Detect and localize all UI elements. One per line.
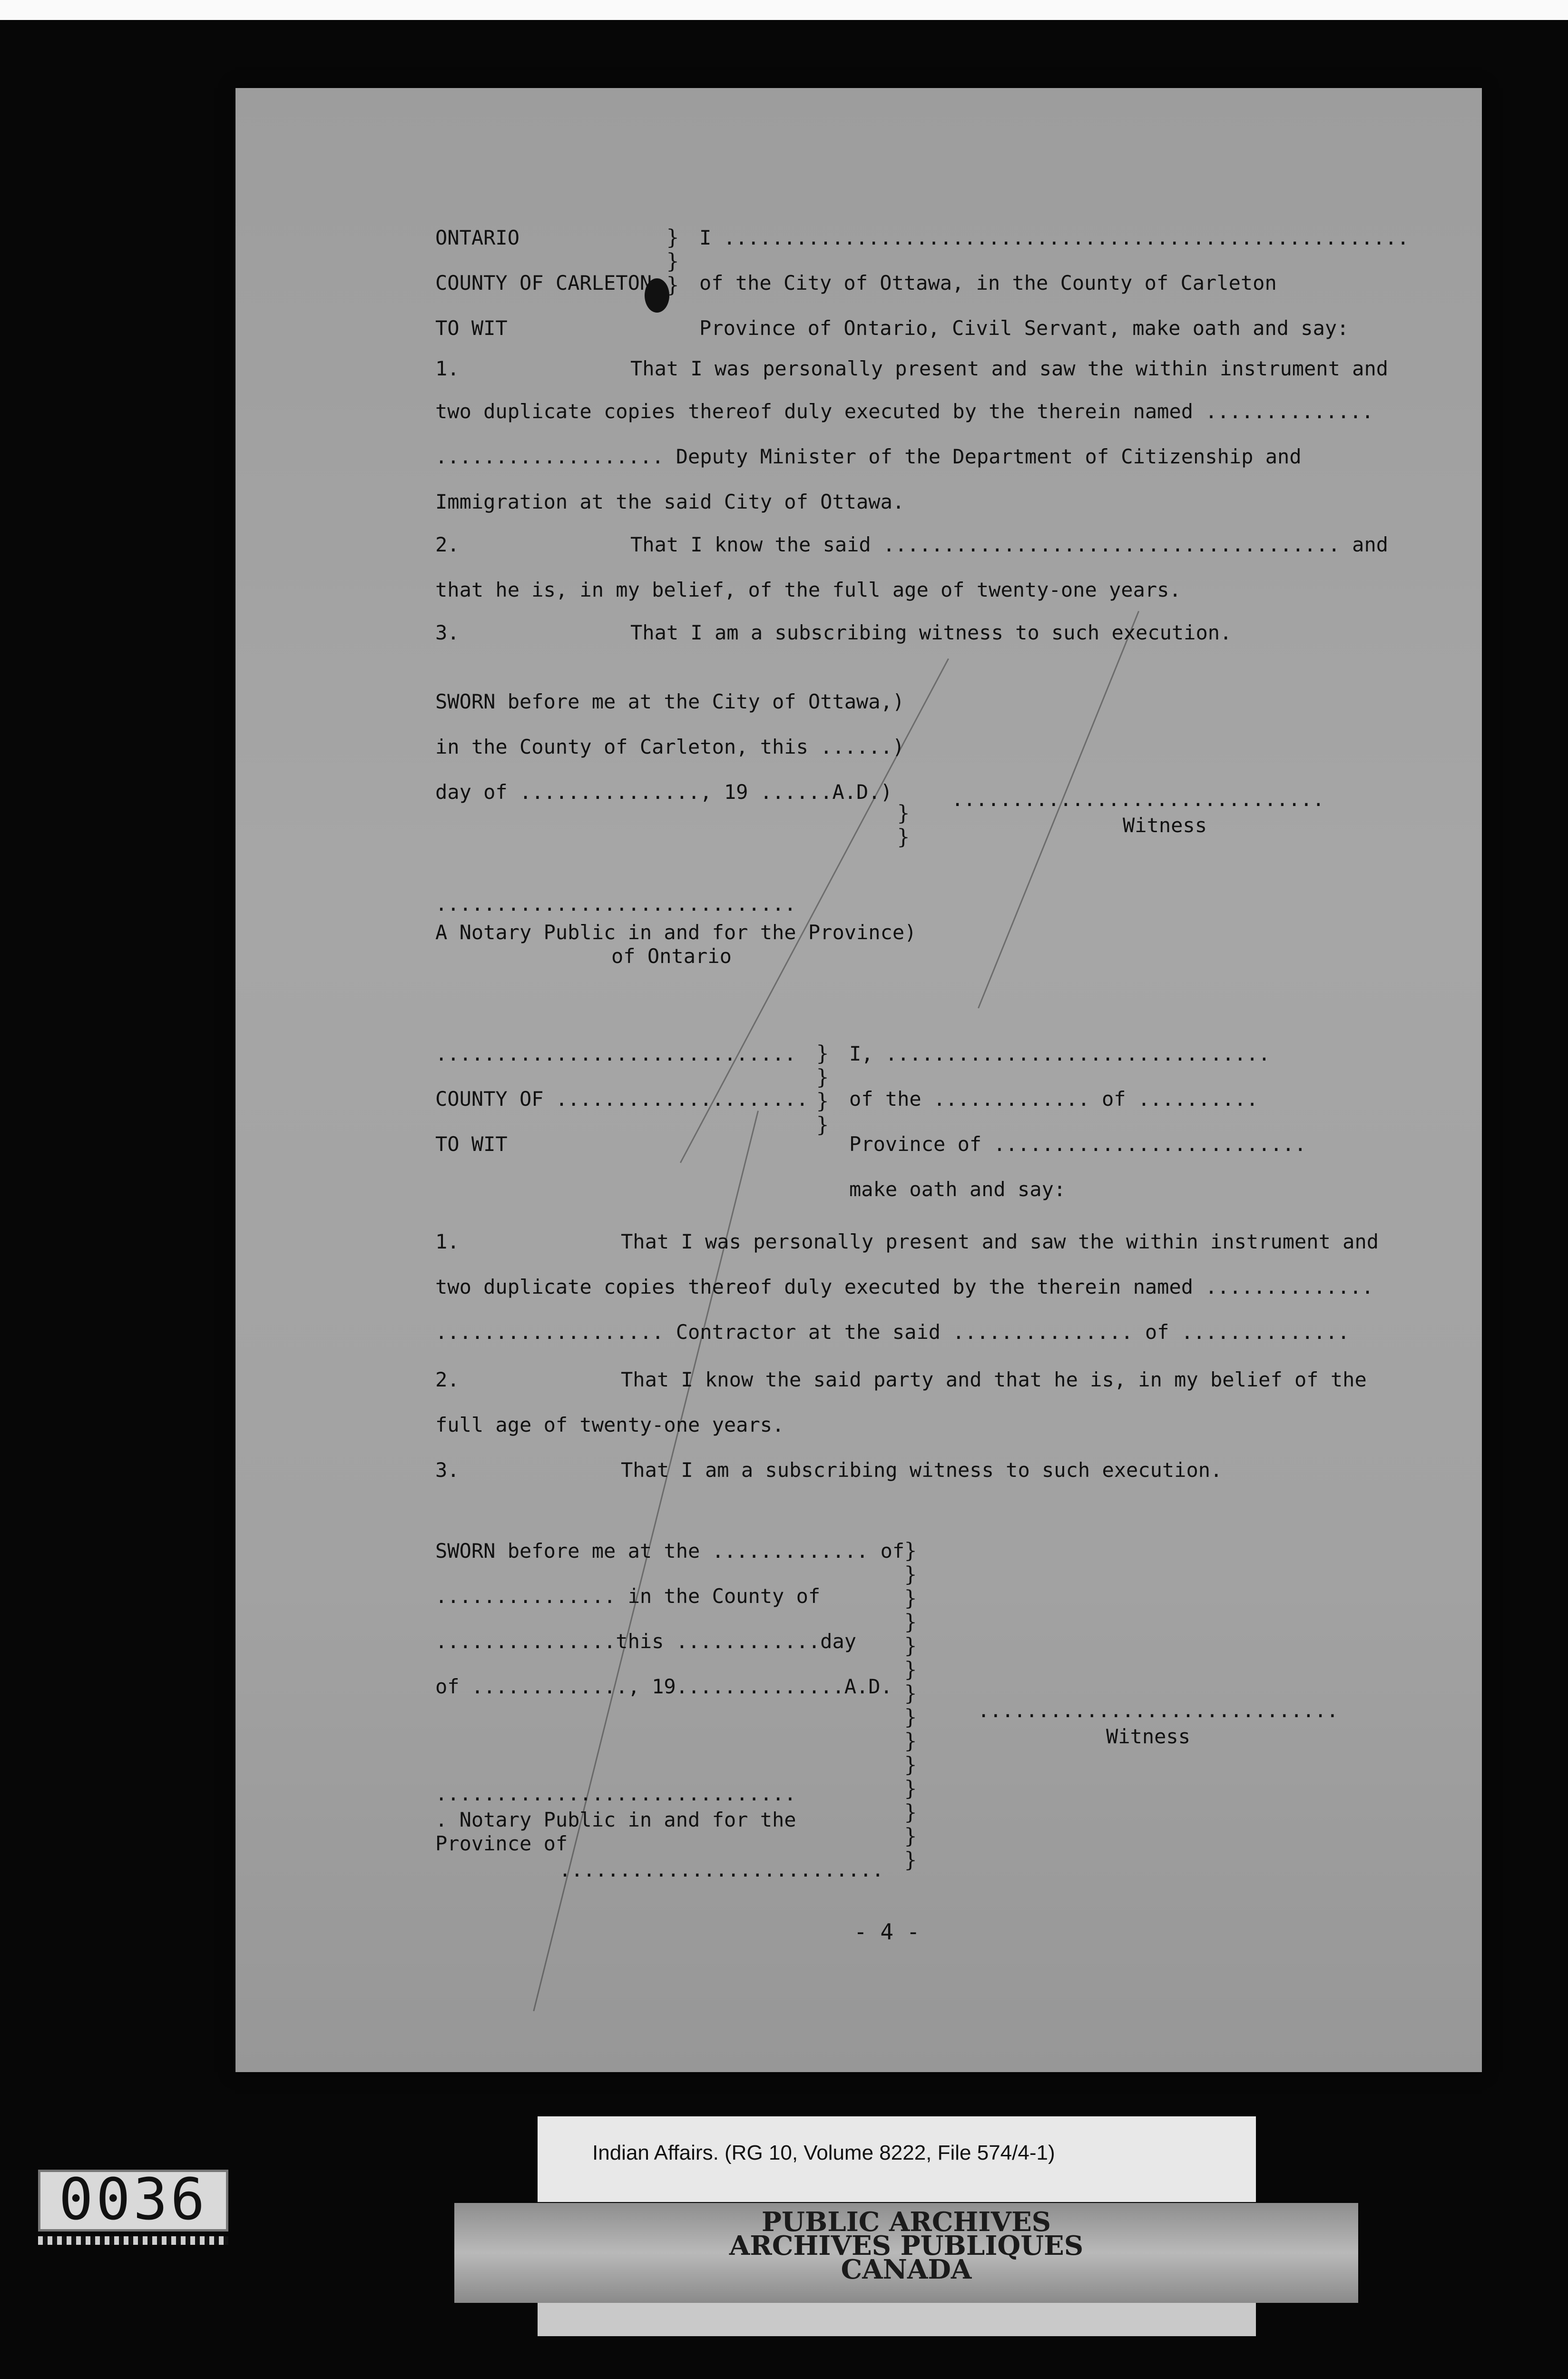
affidavit1-deponent-line3: Province of Ontario, Civil Servant, make oath and say: — [699, 316, 1349, 340]
top-white-strip — [0, 0, 1568, 20]
affidavit1-venue-brace: } } } — [666, 226, 679, 297]
affidavit2-deponent-line4: make oath and say: — [849, 1178, 1066, 1201]
affidavit1-jurat-brace: } } — [897, 801, 910, 849]
affidavit2-deponent-line3: Province of .......................... — [849, 1132, 1306, 1156]
affidavit2-para2-line2: full age of twenty-one years. — [435, 1413, 784, 1436]
affidavit2-venue-brace: } } } } — [816, 1042, 829, 1137]
affidavit2-venue-county: COUNTY OF ..................... — [435, 1087, 808, 1111]
affidavit2-witness-dots: .............................. — [978, 1699, 1339, 1722]
affidavit1-para2-line2: that he is, in my belief, of the full age of twenty-one years. — [435, 578, 1181, 601]
affidavit2-para1-number: 1. — [435, 1230, 460, 1253]
archives-stamp — [454, 2206, 1358, 2285]
page-number: - 4 - — [854, 1919, 920, 1945]
affidavit2-notary-dots: .............................. — [435, 1782, 796, 1805]
affidavit1-venue-towit: TO WIT — [435, 316, 508, 340]
affidavit2-para3-line: That I am a subscribing witness to such execution. — [621, 1458, 1223, 1482]
affidavit2-para1-line2: two duplicate copies thereof duly executed by the therein named .............. — [435, 1275, 1374, 1298]
affidavit1-jurat-line2: in the County of Carleton, this ......) — [435, 735, 905, 758]
archives-stamp-line1: PUBLIC ARCHIVES — [761, 2206, 1051, 2238]
document-page — [235, 88, 1482, 2072]
affidavit1-para1-number: 1. — [435, 357, 460, 380]
affidavit2-venue-line1: .............................. — [435, 1042, 796, 1065]
archives-stamp-lower-strip — [538, 2303, 1256, 2336]
affidavit1-para1-line3: ................... Deputy Minister of the Department of Citizenship and — [435, 445, 1302, 468]
affidavit2-deponent-line2: of the ............. of .......... — [849, 1087, 1258, 1111]
affidavit1-jurat-line1: SWORN before me at the City of Ottawa,) — [435, 690, 905, 713]
affidavit2-jurat-brace: } } } } } } } } } } } } } } — [904, 1539, 917, 1872]
affidavit1-deponent-line2: of the City of Ottawa, in the County of Carleton — [699, 271, 1277, 295]
affidavit1-notary-dots: .............................. — [435, 892, 796, 915]
affidavit2-notary-province-dots: ........................... — [559, 1858, 884, 1881]
affidavit2-venue-towit: TO WIT — [435, 1132, 508, 1156]
affidavit1-witness-label: Witness — [1123, 814, 1207, 837]
affidavit1-venue-county: COUNTY OF CARLETON — [435, 271, 652, 295]
affidavit2-para3-number: 3. — [435, 1458, 460, 1482]
archives-stamp-line3: CANADA — [841, 2254, 972, 2285]
affidavit1-venue-ontario: ONTARIO — [435, 226, 520, 249]
affidavit2-jurat-line1: SWORN before me at the ............. of — [435, 1539, 905, 1563]
affidavit2-jurat-line4: of ............., 19..............A.D. — [435, 1675, 892, 1698]
affidavit1-para2-number: 2. — [435, 533, 460, 556]
affidavit1-notary-line2: of Ontario — [611, 944, 732, 968]
frame-counter-ticks — [38, 2236, 228, 2245]
affidavit2-notary-line2: Province of — [435, 1832, 568, 1855]
affidavit1-para3-line: That I am a subscribing witness to such execution. — [630, 621, 1232, 644]
affidavit1-para3-number: 3. — [435, 621, 460, 644]
affidavit1-jurat-line3: day of ..............., 19 ......A.D.) — [435, 780, 892, 804]
affidavit1-para1-line1: That I was personally present and saw the within instrument and — [630, 357, 1389, 380]
affidavit2-witness-label: Witness — [1106, 1725, 1191, 1748]
affidavit2-jurat-line3: ...............this ............day — [435, 1630, 857, 1653]
affidavit2-jurat-line2: ............... in the County of — [435, 1584, 821, 1608]
archives-stamp-line2: ARCHIVES PUBLIQUES — [729, 2230, 1084, 2261]
affidavit2-deponent-line1: I, ................................ — [849, 1042, 1271, 1065]
affidavit2-notary-line1: . Notary Public in and for the — [435, 1808, 796, 1831]
archive-reference: Indian Affairs. (RG 10, Volume 8222, File 574/4-1) — [592, 2141, 1055, 2164]
affidavit2-para1-line3: ................... Contractor at the said ............... of .............. — [435, 1320, 1350, 1344]
affidavit1-deponent-line1: I ......................................................... — [699, 226, 1409, 249]
affidavit1-witness-dots: ............................... — [951, 787, 1324, 811]
affidavit1-para2-line1: That I know the said ...................................... and — [630, 533, 1389, 556]
affidavit2-para2-line1: That I know the said party and that he is, in my belief of the — [621, 1368, 1367, 1391]
affidavit1-para1-line4: Immigration at the said City of Ottawa. — [435, 490, 905, 513]
affidavit1-notary-line1: A Notary Public in and for the Province) — [435, 921, 917, 944]
affidavit2-para2-number: 2. — [435, 1368, 460, 1391]
affidavit1-para1-line2: two duplicate copies thereof duly executed by the therein named .............. — [435, 400, 1374, 423]
affidavit2-para1-line1: That I was personally present and saw the within instrument and — [621, 1230, 1379, 1253]
frame-counter: 0036 — [38, 2170, 228, 2232]
